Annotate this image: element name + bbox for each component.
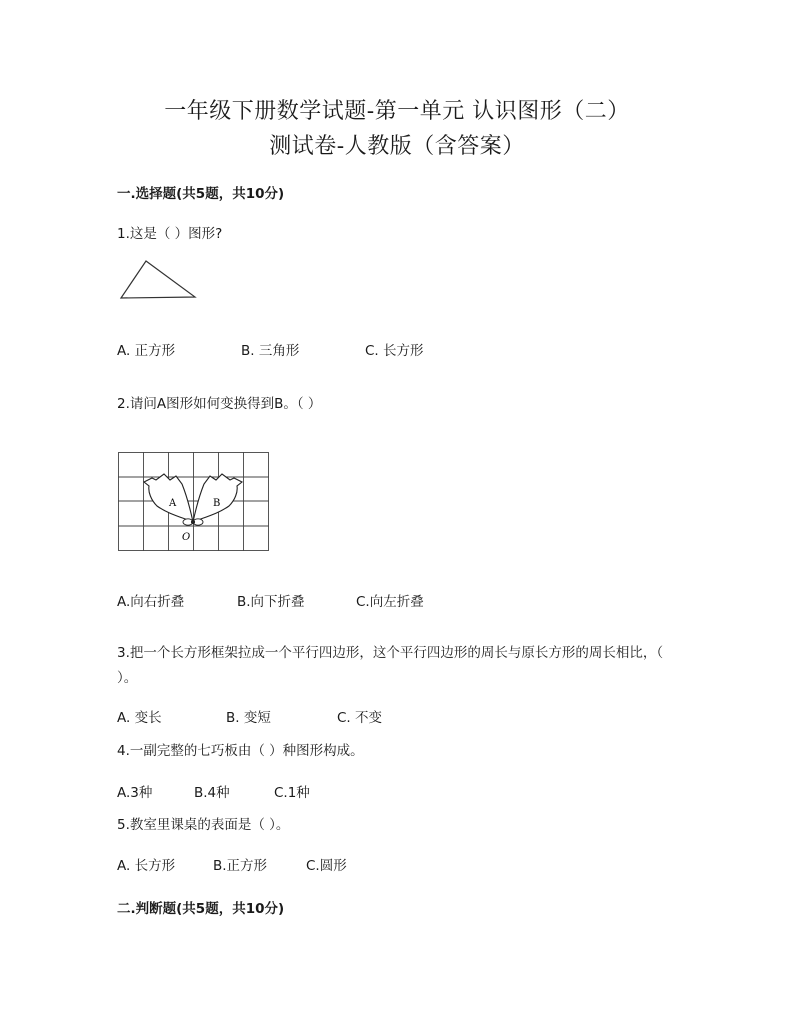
question-5-option-a[interactable]: A. 长方形: [117, 858, 176, 874]
question-4-text: 4.一副完整的七巧板由（ ）种图形构成。: [117, 743, 364, 759]
question-1-option-b[interactable]: B. 三角形: [241, 343, 300, 359]
question-1-text: 1.这是（ ）图形?: [117, 226, 223, 242]
question-5-option-c[interactable]: C.圆形: [306, 858, 347, 874]
flower-grid-figure: [118, 452, 270, 552]
label-o: O: [182, 532, 191, 543]
question-2-option-b[interactable]: B.向下折叠: [237, 594, 305, 610]
question-3-option-b[interactable]: B. 变短: [226, 710, 271, 726]
question-3-option-a[interactable]: A. 变长: [117, 710, 162, 726]
question-1-option-a[interactable]: A. 正方形: [117, 343, 176, 359]
question-1-option-c[interactable]: C. 长方形: [365, 343, 424, 359]
section-2-heading: 二.判断题(共5题，共10分): [117, 901, 285, 917]
question-2-option-c[interactable]: C.向左折叠: [356, 594, 424, 610]
document-title-line-1: 一年级下册数学试题-第一单元 认识图形（二）: [164, 99, 630, 124]
question-2-text: 2.请问A图形如何变换得到B。（ ）: [117, 396, 322, 412]
grid-lines: [118, 452, 269, 551]
question-5-text: 5.教室里课桌的表面是（ ）。: [117, 817, 290, 833]
section-1-heading: 一.选择题(共5题，共10分): [117, 186, 285, 202]
question-2-option-a[interactable]: A.向右折叠: [117, 594, 185, 610]
label-b: B: [213, 498, 221, 509]
label-a: A: [169, 498, 177, 509]
question-4-option-a[interactable]: A.3种: [117, 785, 153, 801]
question-5-option-b[interactable]: B.正方形: [213, 858, 268, 874]
triangle-shape: [121, 261, 195, 298]
question-3-text: 3.把一个长方形框架拉成一个平行四边形，这个平行四边形的周长与原长方形的周长相比，（ ）。: [117, 645, 664, 686]
question-4-option-b[interactable]: B.4种: [194, 785, 230, 801]
question-3-option-c[interactable]: C. 不变: [337, 710, 383, 726]
document-title-line-2: 测试卷-人教版（含答案）: [269, 134, 525, 159]
question-4-option-c[interactable]: C.1种: [274, 785, 310, 801]
triangle-figure: [118, 258, 198, 302]
